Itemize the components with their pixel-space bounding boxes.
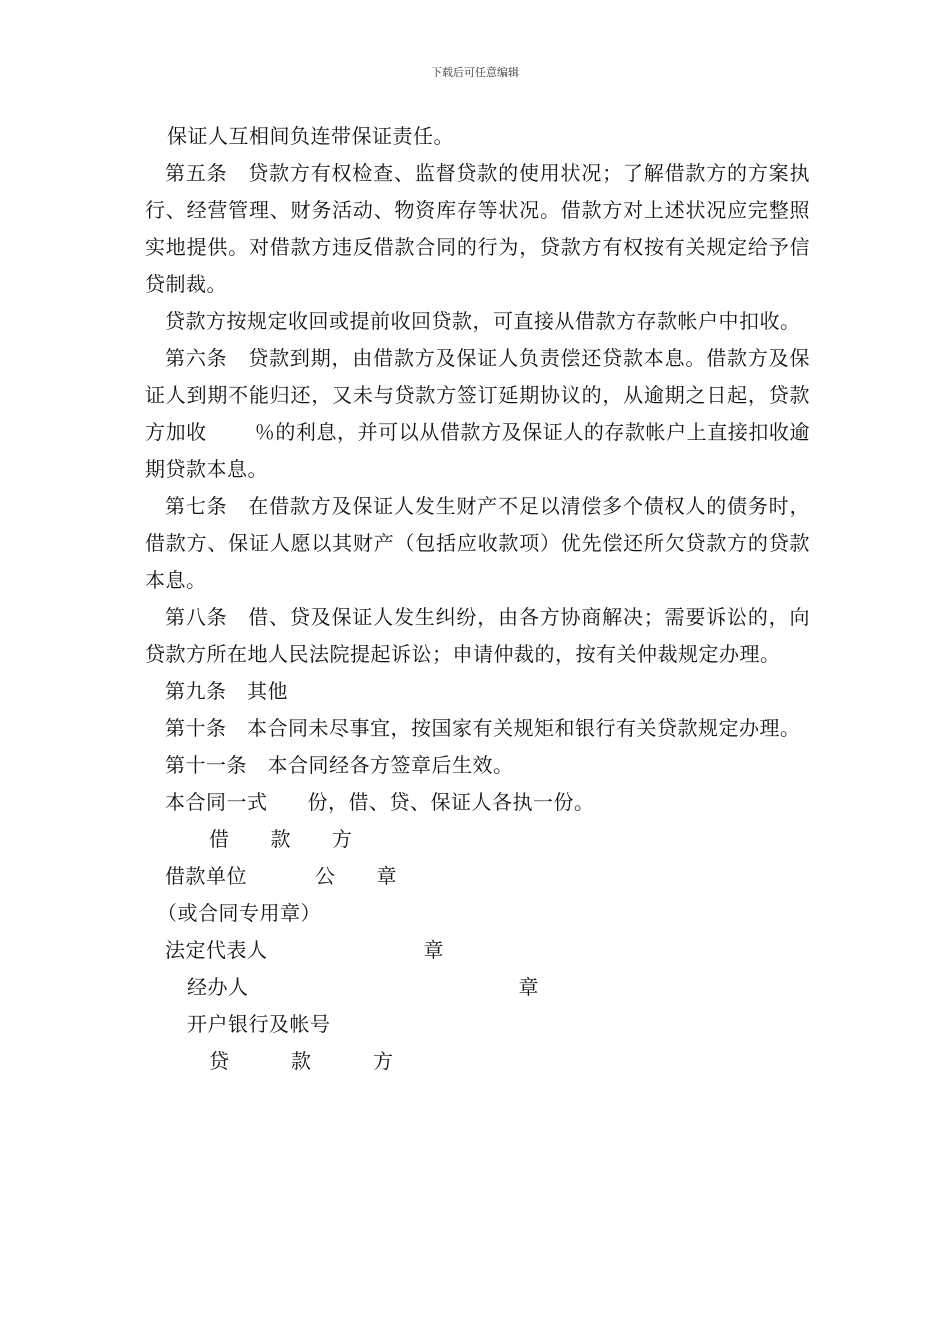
lender-title: 贷 款 方: [209, 1049, 394, 1073]
article-5: 第五条 贷款方有权检查、监督贷款的使用状况；了解借款方的方案执行、经营管理、财务活动、物资库存等状况。借款方对上述状况应完整照实地提供。对借款方违反借款合同的行为，贷款方有权按有关规定给予信贷制裁。: [145, 161, 810, 296]
handler-row: [145, 969, 810, 1006]
copies-clause: [145, 784, 810, 821]
official-seal-label: 公 章: [315, 864, 397, 888]
article-11: 第十一条 本合同经各方签章后生效。: [165, 753, 514, 777]
bank-account-label: 开户银行及帐号: [187, 1012, 331, 1036]
article-5-deduction: 贷款方按规定收回或提前收回贷款，可直接从借款方存款帐户中扣收。: [165, 309, 801, 333]
legal-rep-label: 法定代表人: [165, 938, 268, 962]
copies-part-1: 本合同一式: [165, 790, 268, 814]
contract-body: [145, 118, 810, 1080]
article-6-part-2: ％的利息，并可以从借款方及保证人的存款帐户上直接扣收逾期贷款本息。: [145, 420, 811, 481]
paragraph-guarantor-liability: 保证人互相间负连带保证责任。: [167, 124, 454, 148]
contract-seal-note: （或合同专用章）: [157, 901, 321, 925]
borrower-unit-row: [145, 858, 810, 895]
article-6-part-1: 第六条 贷款到期，由借款方及保证人负责偿还贷款本息。借款方及保证人到期不能归还，又未与贷款方签订延期协议的，从逾期之日起，贷款方加收: [145, 346, 810, 444]
header-note: 下载后可任意编辑: [431, 66, 519, 79]
article-8: 第八条 借、贷及保证人发生纠纷，由各方协商解决；需要诉讼的，向贷款方所在地人民法院提起诉讼；申请仲裁的，按有关仲裁规定办理。: [145, 605, 810, 666]
borrower-unit-label: 借款单位: [165, 864, 247, 888]
article-7: 第七条 在借款方及保证人发生财产不足以清偿多个债权人的债务时，借款方、保证人愿以其财产（包括应收款项）优先偿还所欠贷款方的贷款本息。: [145, 494, 810, 592]
article-9: 第九条 其他: [165, 679, 288, 703]
legal-rep-row: [145, 932, 810, 969]
handler-label: 经办人: [187, 975, 249, 999]
handler-seal-label: 章: [518, 975, 539, 999]
article-10: 第十条 本合同未尽事宜，按国家有关规矩和银行有关贷款规定办理。: [165, 716, 801, 740]
legal-rep-seal-label: 章: [423, 938, 444, 962]
copies-part-2: 份，借、贷、保证人各执一份。: [307, 790, 595, 814]
borrower-title: 借 款 方: [209, 827, 353, 851]
article-6: [145, 340, 810, 488]
